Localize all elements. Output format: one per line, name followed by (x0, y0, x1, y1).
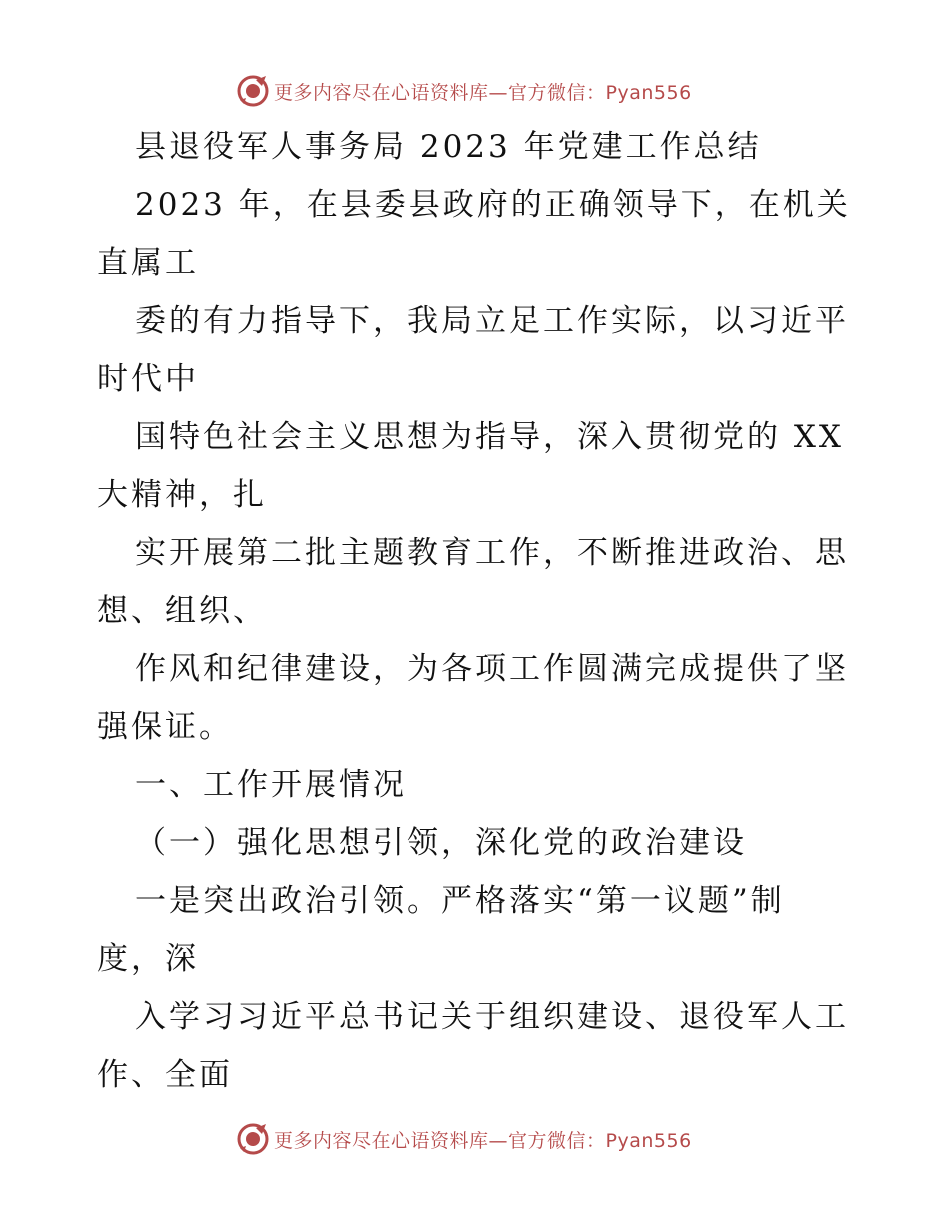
paragraph-line: 作、全面 (97, 1057, 233, 1093)
paragraph-line: 度，深 (97, 941, 199, 977)
footer-watermark (236, 1119, 692, 1159)
paragraph-line: 作风和纪律建设，为各项工作圆满完成提供了坚 (135, 651, 849, 687)
paragraph-line: 国特色社会主义思想为指导，深入贯彻党的 XX (135, 419, 844, 455)
paragraph-line: 实开展第二批主题教育工作，不断推进政治、思 (135, 535, 849, 571)
header-watermark (236, 71, 692, 111)
paragraph-line: 时代中 (97, 361, 199, 397)
watermark-text: 更多内容尽在心语资料库—官方微信：Pyan556 (274, 1129, 692, 1152)
section-heading: 一、工作开展情况 (135, 767, 407, 803)
paragraph-line: 入学习习近平总书记关于组织建设、退役军人工 (135, 999, 849, 1035)
paragraph-line: 直属工 (97, 245, 199, 281)
paragraph-line: 委的有力指导下，我局立足工作实际，以习近平 (135, 303, 849, 339)
pen-seal-icon (236, 74, 270, 108)
paragraph-line: 大精神，扎 (97, 477, 267, 513)
document-title: 县退役军人事务局 2023 年党建工作总结 (135, 129, 762, 165)
pen-seal-icon (236, 1122, 270, 1156)
paragraph-line: 2023 年，在县委县政府的正确领导下，在机关 (135, 187, 851, 223)
watermark-text: 更多内容尽在心语资料库—官方微信：Pyan556 (274, 81, 692, 104)
document-body (97, 118, 857, 1104)
paragraph-line: 一是突出政治引领。严格落实“第一议题”制 (135, 883, 785, 919)
paragraph-line: 强保证。 (97, 709, 233, 745)
subsection-heading: （一）强化思想引领，深化党的政治建设 (135, 825, 747, 861)
paragraph-line: 想、组织、 (97, 593, 267, 629)
